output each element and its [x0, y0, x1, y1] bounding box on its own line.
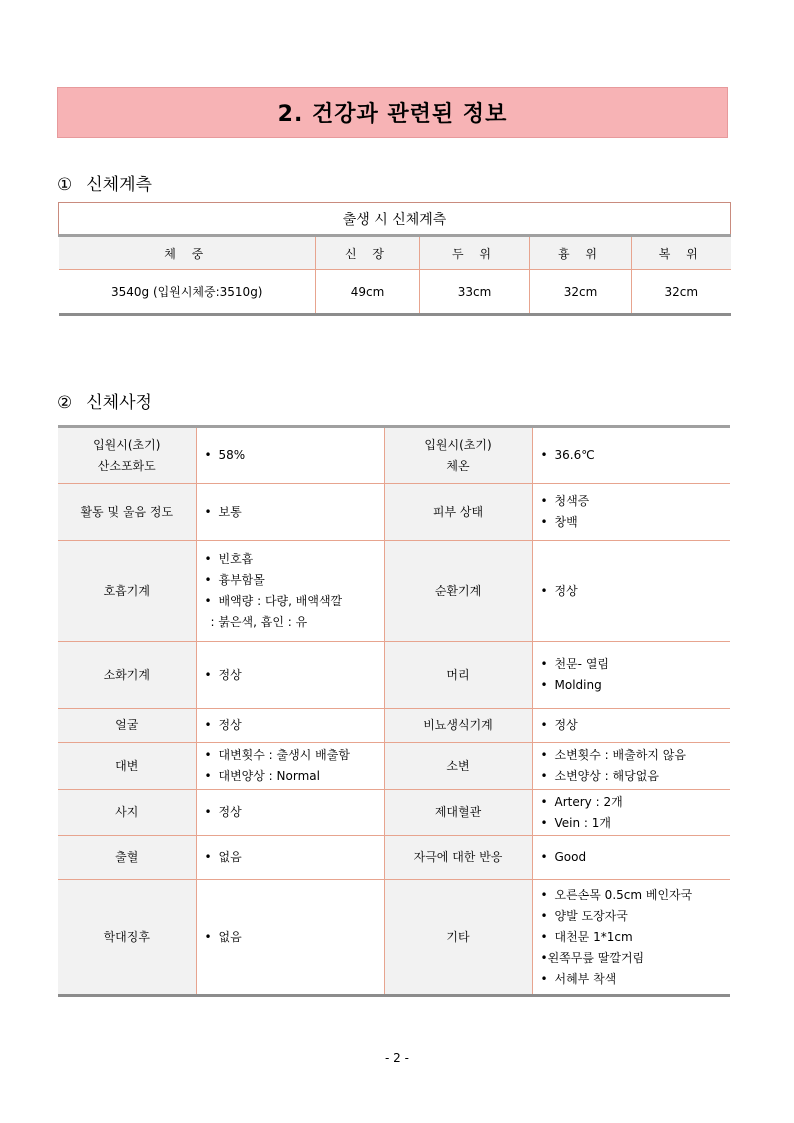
row-label: 자극에 대한 반응: [384, 836, 532, 880]
header-head-circ: 두 위: [420, 236, 530, 270]
row-value: [532, 541, 730, 642]
list-item: • 없음: [205, 927, 384, 948]
row-label: [384, 427, 532, 484]
section-title: 신체사정: [86, 393, 152, 413]
row-value: [196, 836, 384, 880]
section-heading-measurements: [57, 170, 152, 195]
section-heading-assessment: [57, 388, 152, 413]
list-item: • 대천문 1*1cm: [541, 927, 731, 948]
value-head-circ: 33cm: [420, 270, 530, 315]
row-value: [532, 743, 730, 790]
table-header-row: [59, 236, 731, 270]
row-label: 호흡기계: [58, 541, 196, 642]
row-value: [532, 836, 730, 880]
list-item: •왼쪽무릎 딸깔거림: [540, 950, 645, 965]
value-chest-circ: 32cm: [530, 270, 632, 315]
list-item: • 빈호흡: [205, 549, 384, 570]
list-item: • 보통: [205, 502, 384, 523]
list-item: • 없음: [205, 847, 384, 868]
row-label: 제대혈관: [384, 790, 532, 836]
list-item: • 소변횟수 : 배출하지 않음: [541, 745, 731, 766]
value-weight: 3540g (입원시체중:3510g): [59, 270, 316, 315]
list-item: • 58%: [205, 445, 384, 466]
list-item: • 배액량 : 다량, 배액색깔: [205, 591, 384, 612]
table-row: [58, 880, 730, 996]
list-item: • 서혜부 착색: [541, 969, 731, 990]
header-weight: 체 중: [59, 236, 316, 270]
list-item: • 정상: [541, 581, 731, 602]
row-label: 사지: [58, 790, 196, 836]
table-row: [58, 642, 730, 709]
measurement-table: [58, 202, 731, 316]
list-item: • 흉부함몰: [205, 570, 384, 591]
table-row: [58, 484, 730, 541]
label-line: 입원시(초기): [424, 437, 492, 452]
table-row: [59, 270, 731, 315]
list-item: • 양발 도장자국: [541, 906, 731, 927]
section-number: ①: [57, 175, 73, 195]
row-label: 비뇨생식기계: [384, 709, 532, 743]
assessment-table: [58, 425, 730, 997]
row-value: [196, 484, 384, 541]
table-caption-row: [59, 203, 731, 236]
label-line: 입원시(초기): [93, 437, 161, 452]
row-label: 순환기계: [384, 541, 532, 642]
row-value: [532, 484, 730, 541]
section-banner: [57, 87, 728, 138]
table-row: [58, 541, 730, 642]
row-label: 소화기계: [58, 642, 196, 709]
list-item: • Vein : 1개: [541, 813, 731, 834]
list-item: • 정상: [205, 715, 384, 736]
banner-title: 2. 건강과 관련된 정보: [277, 102, 508, 127]
list-item: • 정상: [541, 715, 731, 736]
table-row: [58, 743, 730, 790]
value-abdomen-circ: 32cm: [632, 270, 731, 315]
row-value: [532, 790, 730, 836]
list-item: • Good: [541, 847, 731, 868]
section-number: ②: [57, 393, 73, 413]
row-value: [532, 709, 730, 743]
list-item: • 36.6℃: [541, 445, 731, 466]
list-item: • 정상: [205, 802, 384, 823]
table-caption: 출생 시 신체계측: [59, 203, 731, 236]
list-item: • Molding: [541, 675, 731, 696]
row-label: 기타: [384, 880, 532, 996]
row-value: [196, 880, 384, 996]
row-value: [532, 880, 730, 996]
list-item: • 대변양상 : Normal: [205, 766, 384, 787]
row-value: [532, 642, 730, 709]
row-value: [532, 427, 730, 484]
page-number: - 2 -: [385, 1051, 409, 1065]
table-row: [58, 427, 730, 484]
header-height: 신 장: [316, 236, 420, 270]
list-item: • Artery : 2개: [541, 792, 731, 813]
row-value: [196, 709, 384, 743]
list-item: • 창백: [541, 512, 731, 533]
row-value: [196, 541, 384, 642]
row-value: [196, 427, 384, 484]
list-item: : 붉은색, 흡인 : 유: [210, 615, 308, 629]
list-item: • 정상: [205, 665, 384, 686]
row-value: [196, 642, 384, 709]
value-height: 49cm: [316, 270, 420, 315]
row-label: 대변: [58, 743, 196, 790]
row-value: [196, 790, 384, 836]
row-label: 출혈: [58, 836, 196, 880]
label-line: 체온: [446, 458, 470, 473]
list-item: • 오른손목 0.5cm 베인자국: [541, 885, 731, 906]
header-abdomen-circ: 복 위: [632, 236, 731, 270]
section-title: 신체계측: [86, 175, 152, 195]
row-label: 학대징후: [58, 880, 196, 996]
table-row: [58, 836, 730, 880]
list-item: • 대변횟수 : 출생시 배출함: [205, 745, 384, 766]
list-item: • 천문- 열림: [541, 654, 731, 675]
label-line: 산소포화도: [97, 458, 156, 473]
table-row: [58, 790, 730, 836]
table-row: [58, 709, 730, 743]
row-label: 머리: [384, 642, 532, 709]
list-item: • 청색증: [541, 491, 731, 512]
row-label: [58, 427, 196, 484]
list-item: • 소변양상 : 해당없음: [541, 766, 731, 787]
row-value: [196, 743, 384, 790]
row-label: 활동 및 울음 정도: [58, 484, 196, 541]
row-label: 소변: [384, 743, 532, 790]
row-label: 피부 상태: [384, 484, 532, 541]
row-label: 얼굴: [58, 709, 196, 743]
header-chest-circ: 흉 위: [530, 236, 632, 270]
